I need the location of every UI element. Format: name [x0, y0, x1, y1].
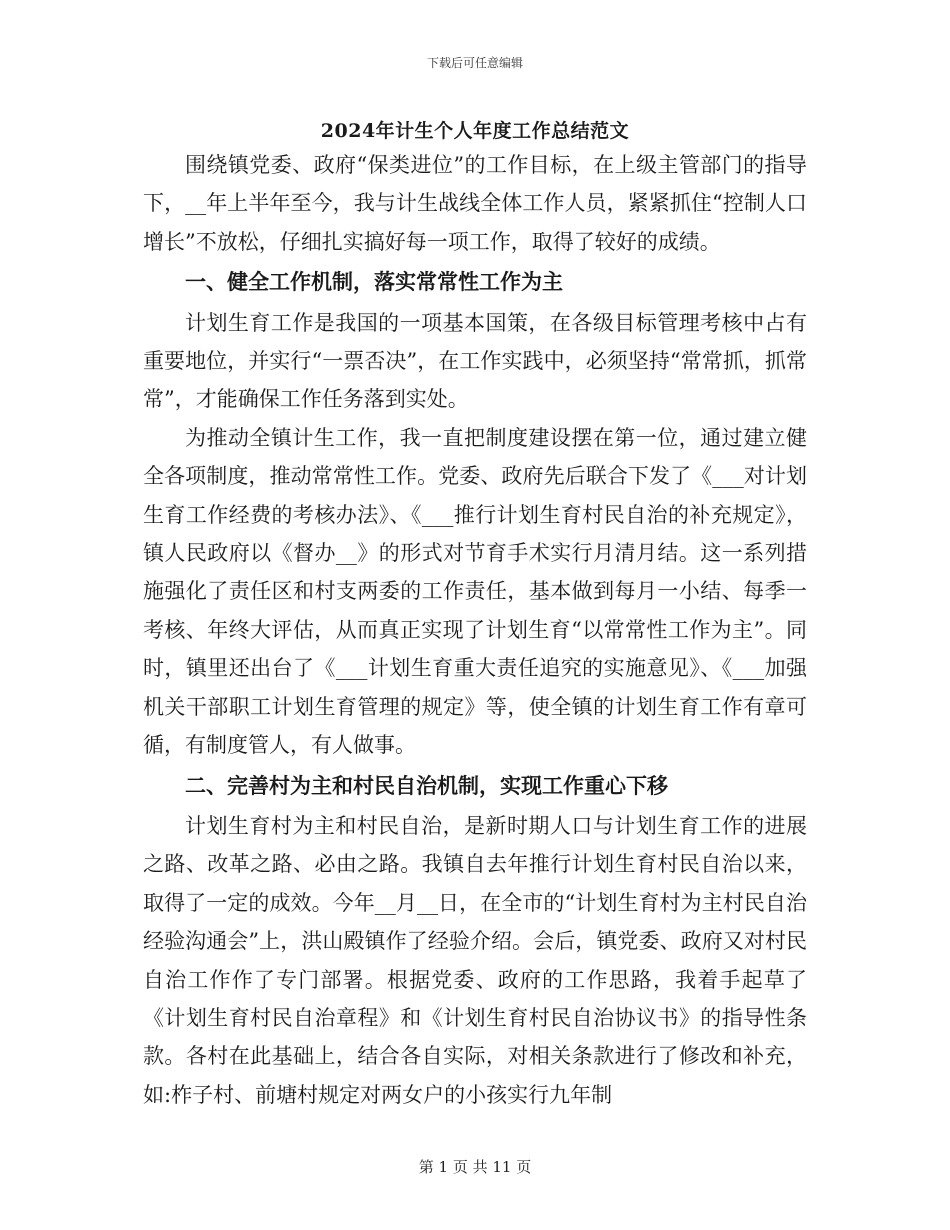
intro-paragraph: 围绕镇党委、政府“保类进位”的工作目标，在上级主管部门的指导下，__年上半年至今，我与计生战线全体工作人员，紧紧抓住“控制人口增长”不放松，仔细扎实搞好每一项工作，取得了较好的成绩。 — [143, 153, 807, 254]
page-number-footer: 第 1 页 共 11 页 — [418, 1158, 532, 1176]
body-paragraph: 计划生育村为主和村民自治，是新时期人口与计划生育工作的进展之路、改革之路、必由之路。我镇自去年推行计划生育村民自治以来，取得了一定的成效。今年__月__日，在全市的“计划生育村为主村民自治经验沟通会”上，洪山殿镇作了经验介绍。会后，镇党委、政府又对村民自治工作作了专门部署。根据党委、政府的工作思路，我着手起草了《计划生育村民自治章程》和《计划生育村民自治协议书》的指导性条款。各村在此基础上，结合各自实际，对相关条款进行了修改和补充，如:柞子村、前塘村规定对两女户的小孩实行九年制 — [143, 813, 807, 1107]
body-paragraph: 计划生育工作是我国的一项基本国策，在各级目标管理考核中占有重要地位，并实行“一票否决”，在工作实践中，必须坚持“常常抓，抓常常”，才能确保工作任务落到实处。 — [143, 310, 807, 412]
document-title: 2024年计生个人年度工作总结范文 — [320, 120, 630, 142]
document-body — [143, 146, 807, 1114]
header-note: 下载后可任意编辑 — [426, 56, 523, 70]
body-paragraph: 为推动全镇计生工作，我一直把制度建设摆在第一位，通过建立健全各项制度，推动常常性工作。党委、政府先后联合下发了《___对计划生育工作经费的考核办法》、《___推行计划生育村民自治的补充规定》，镇人民政府以《督办__》的形式对节育手术实行月清月结。这一系列措施强化了责任区和村支两委的工作责任，基本做到每月一小结、每季一考核、年终大评估，从而真正实现了计划生育“以常常性工作为主”。同时，镇里还出台了《___计划生育重大责任追究的实施意见》、《___加强机关干部职工计划生育管理的规定》等，使全镇的计划生育工作有章可循，有制度管人，有人做事。 — [143, 425, 807, 758]
section-heading-1: 一、健全工作机制，落实常常性工作为主 — [185, 269, 563, 295]
section-heading-2: 二、完善村为主和村民自治机制，实现工作重心下移 — [185, 772, 668, 798]
